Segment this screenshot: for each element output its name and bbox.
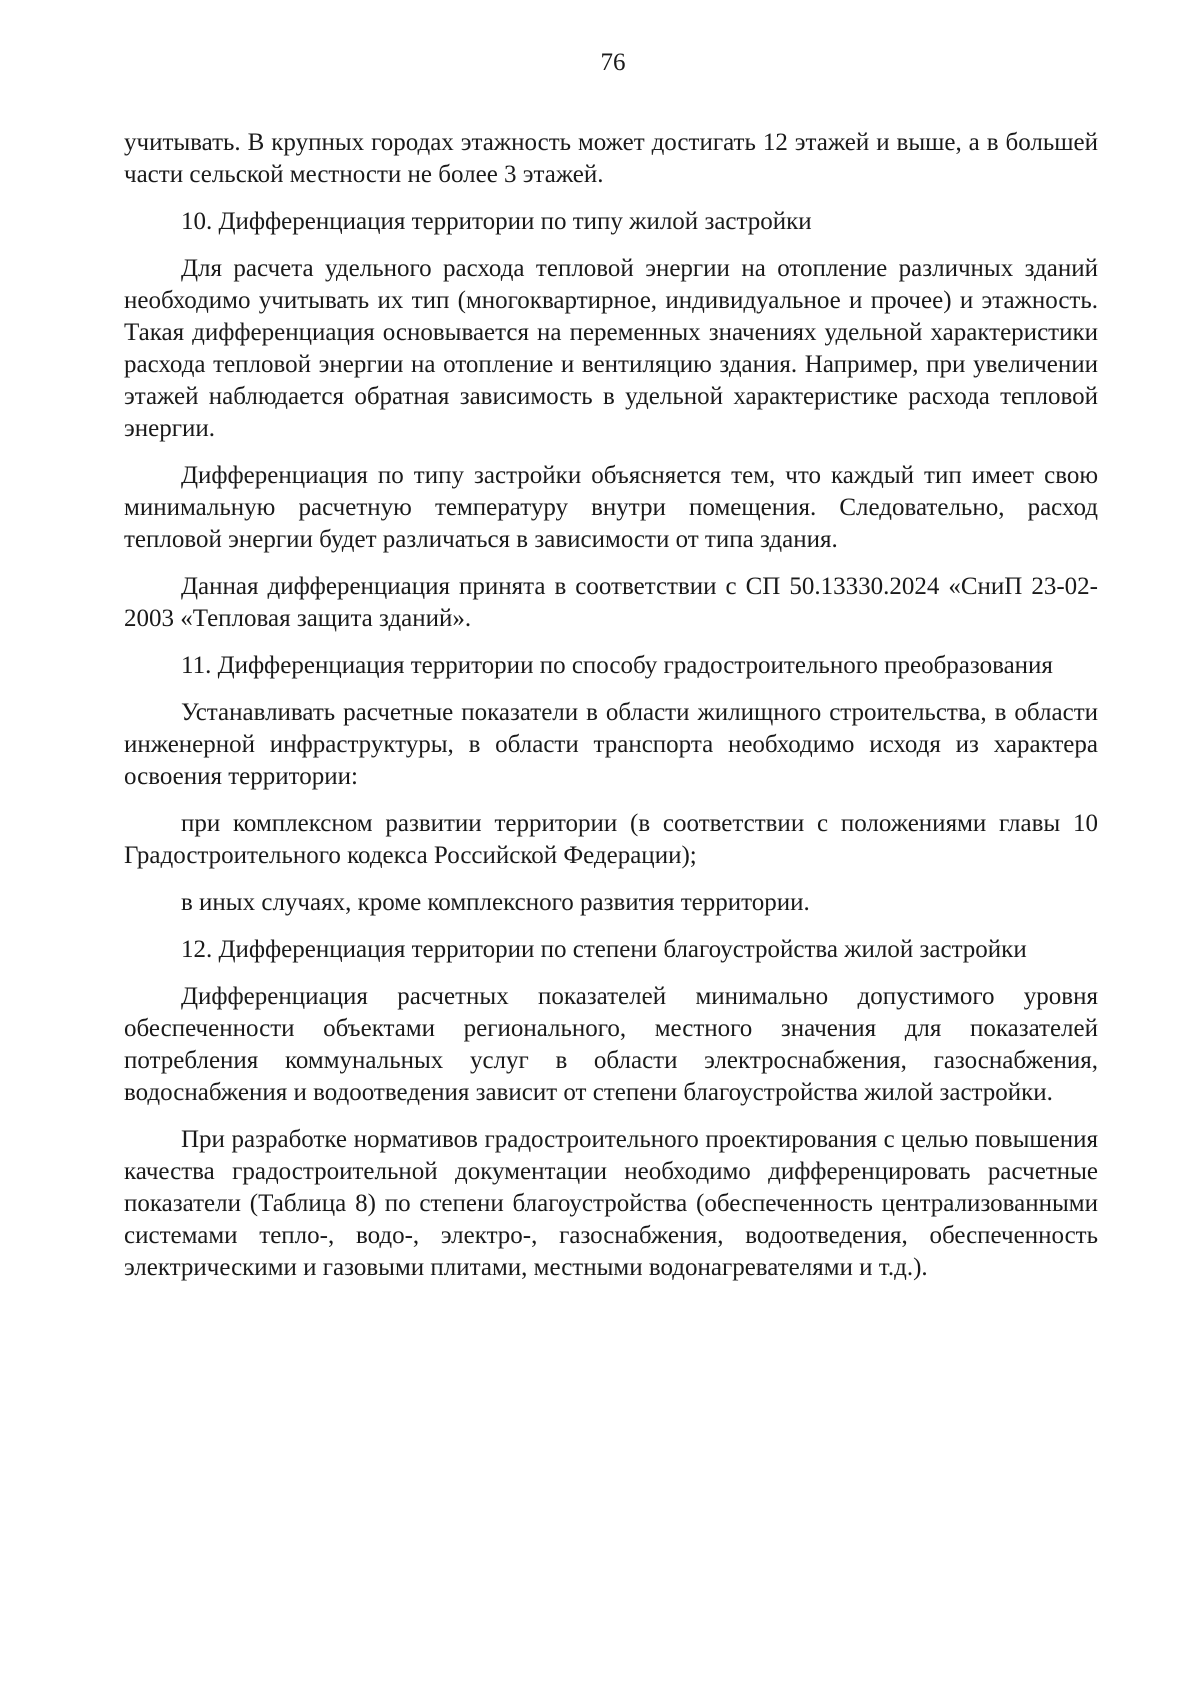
section-heading-12: 12. Дифференциация территории по степени благоустройства жилой застройки [181, 936, 1027, 963]
paragraph-planning-standards: При разработке нормативов градостроительного проектирования с целью повышения качества градостроительной документации необходимо дифференцировать расчетные показатели (Таблица 8) по степени благоустройства (обеспеченность централизованными системами тепло-, водо-, электро-, газоснабжения, водоотведения, обеспеченность электрическими и газовыми плитами, местными водонагревателями и т.д.). [124, 1126, 1098, 1281]
section-heading-10: 10. Дифференциация территории по типу жилой застройки [181, 208, 812, 235]
paragraph-sp-reference: Данная дифференциация принята в соответствии с СП 50.13330.2024 «СниП 23-02-2003 «Тепловая защита зданий». [124, 573, 1098, 632]
paragraph-building-type: Дифференциация по типу застройки объясняется тем, что каждый тип имеет свою минимальную расчетную температуру внутри помещения. Следовательно, расход тепловой энергии будет различаться в зависимости от типа здания. [124, 462, 1098, 553]
paragraph-heat-energy: Для расчета удельного расхода тепловой энергии на отопление различных зданий необходимо учитывать их тип (многоквартирное, индивидуальное и прочее) и этажность. Такая дифференциация основывается на переменных значениях удельной характеристики расхода тепловой энергии на отопление и вентиляцию здания. Например, при увеличении этажей наблюдается обратная зависимость в удельной характеристике расхода тепловой энергии. [124, 255, 1098, 442]
page-content [124, 127, 1098, 1299]
paragraph-utility-services: Дифференциация расчетных показателей минимально допустимого уровня обеспеченности объектами регионального, местного значения для показателей потребления коммунальных услуг в области электроснабжения, газоснабжения, водоснабжения и водоотведения зависит от степени благоустройства жилой застройки. [124, 983, 1098, 1106]
paragraph-other-cases: в иных случаях, кроме комплексного развития территории. [181, 889, 810, 916]
paragraph-development-indicators: Устанавливать расчетные показатели в области жилищного строительства, в области инженерной инфраструктуры, в области транспорта необходимо исходя из характера освоения территории: [124, 699, 1098, 790]
paragraph-continuation: учитывать. В крупных городах этажность может достигать 12 этажей и выше, а в большей части сельской местности не более 3 этажей. [124, 129, 1098, 188]
section-heading-11: 11. Дифференциация территории по способу градостроительного преобразования [181, 652, 1053, 679]
page-number: 76 [600, 49, 626, 76]
paragraph-complex-development: при комплексном развитии территории (в соответствии с положениями главы 10 Градостроительного кодекса Российской Федерации); [124, 810, 1098, 869]
